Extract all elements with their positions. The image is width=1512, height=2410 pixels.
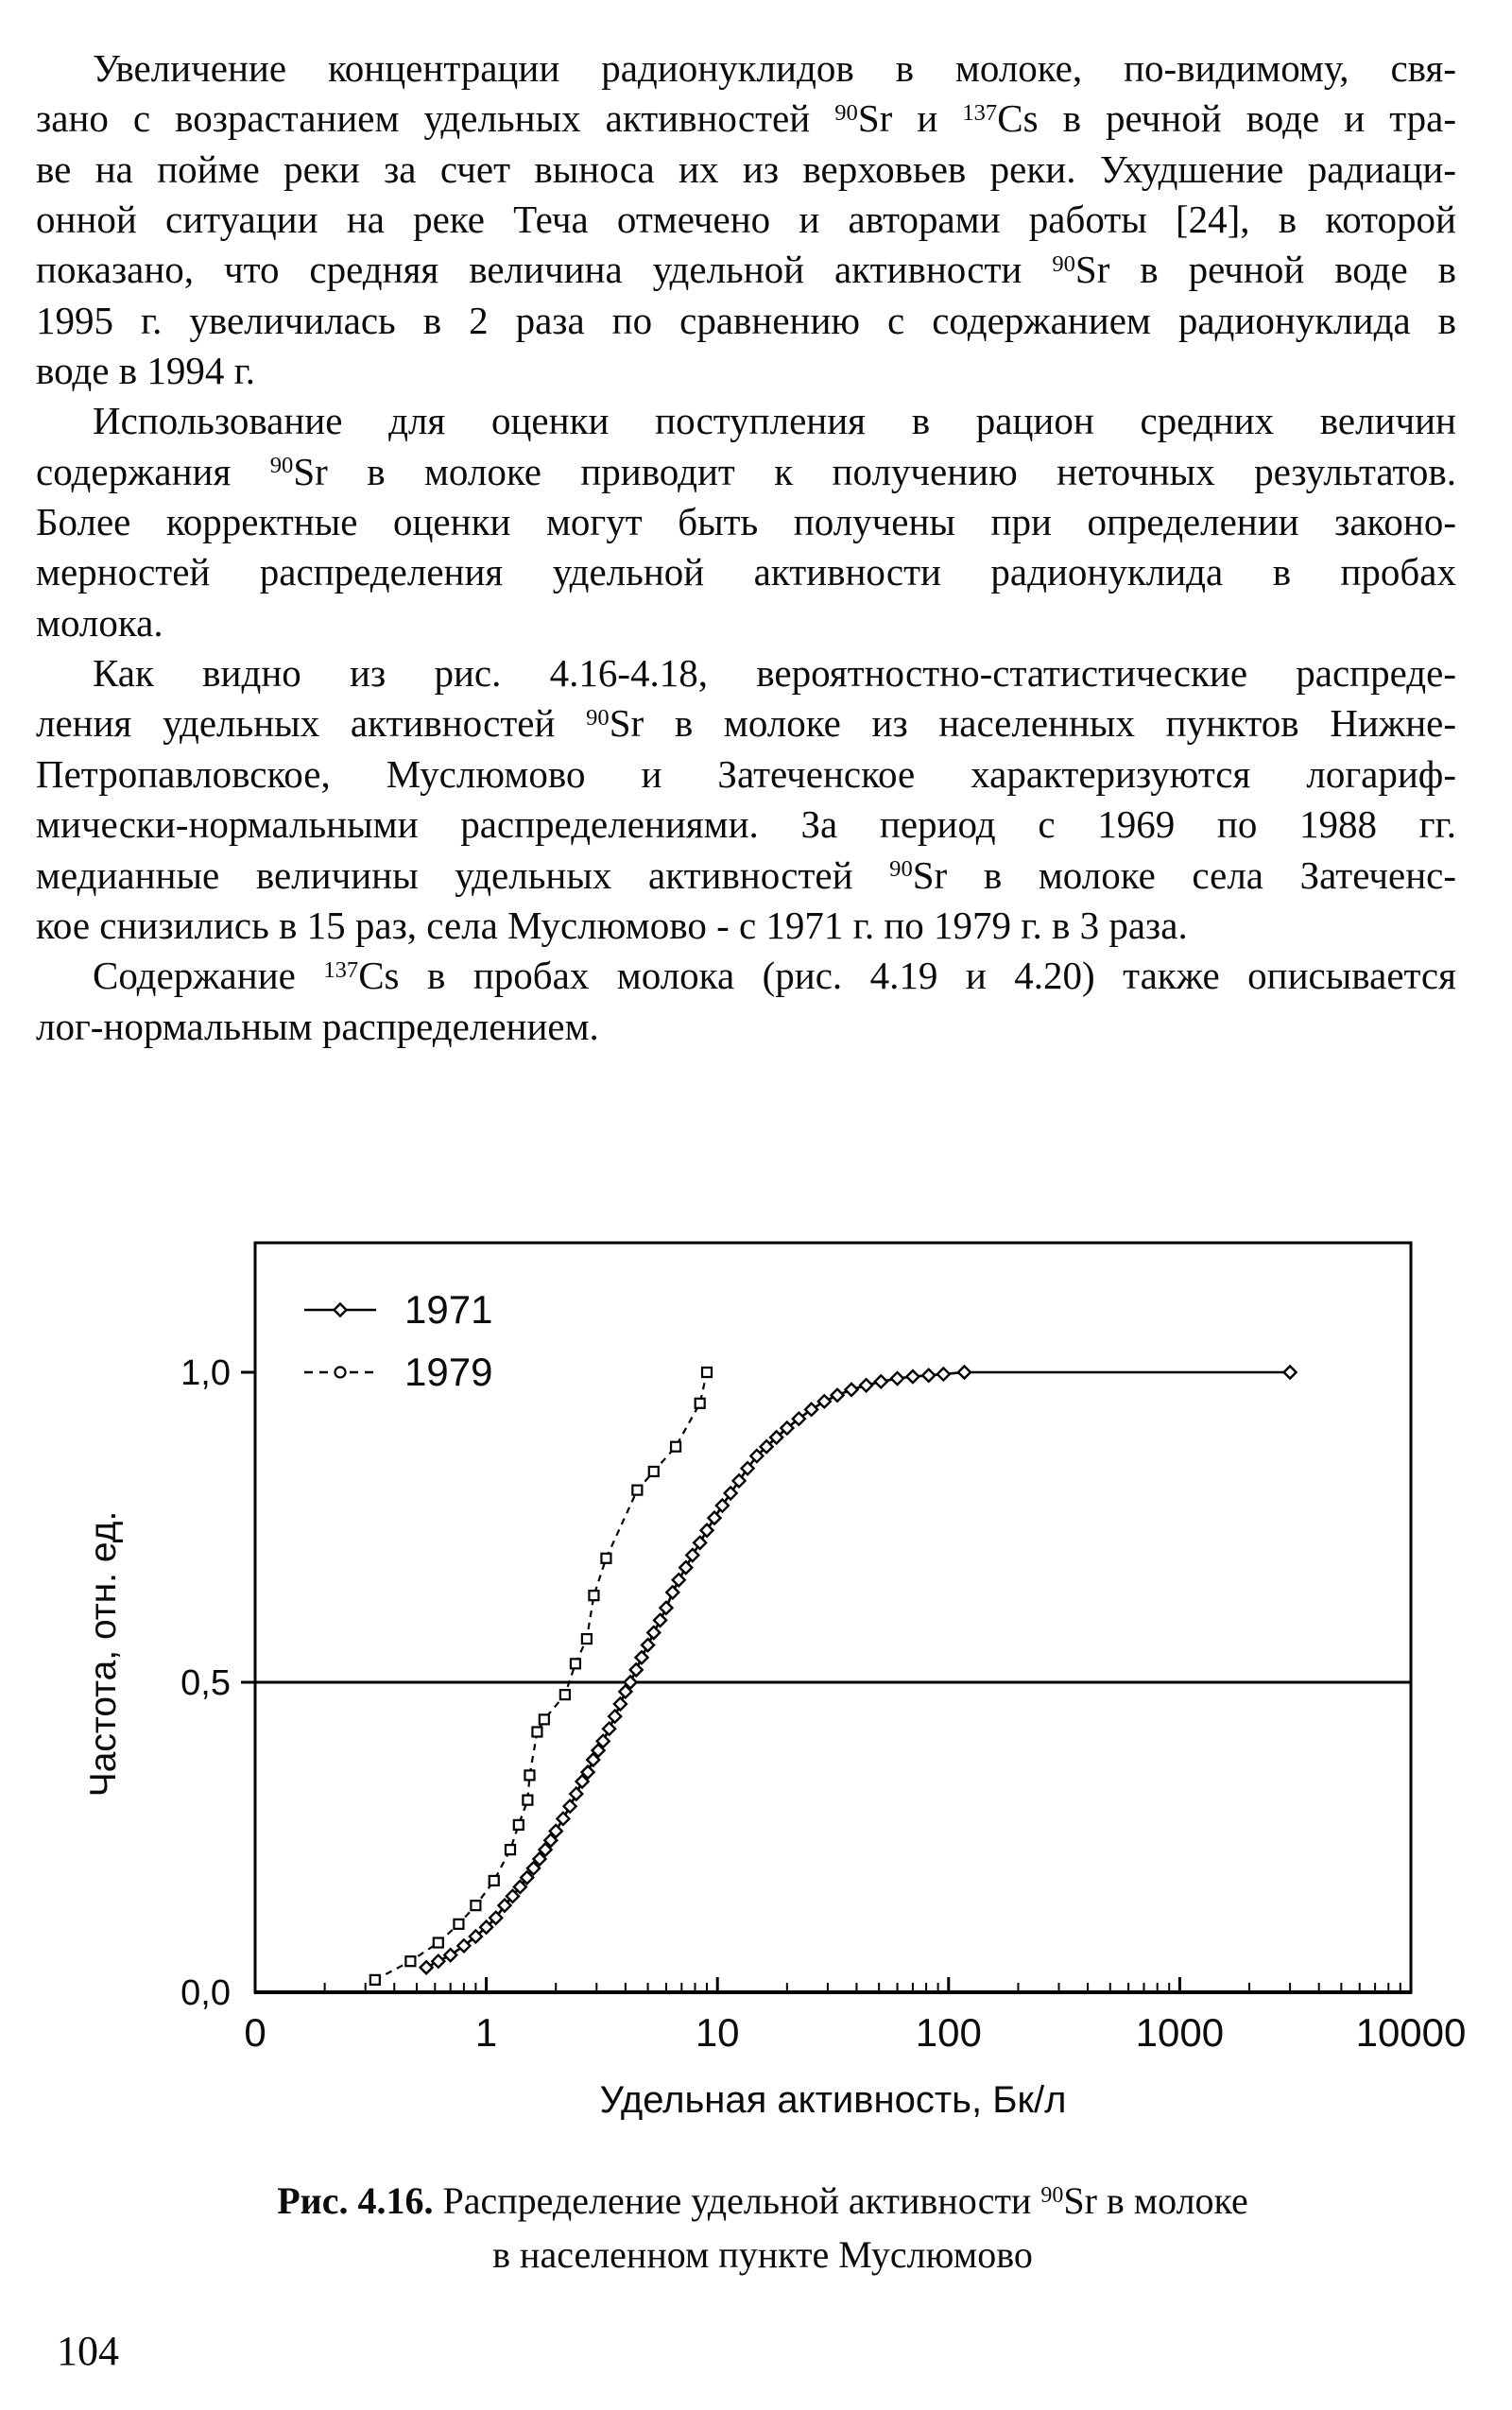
text-line: ления удельных активностей $^{90}$Sr в молоке из населенных пунктов Нижне- bbox=[36, 701, 1456, 746]
legend-label-1971: 1971 bbox=[404, 1287, 493, 1332]
x-tick-label: 0 bbox=[244, 2010, 266, 2055]
text-line: кое снизились в 15 раз, села Муслюмово - с 1971 г. по 1979 г. в 3 раза. bbox=[36, 903, 1188, 947]
figure-caption-line2: в населенном пункте Муслюмово bbox=[492, 2233, 1033, 2276]
text-line: содержания $^{90}$Sr в молоке приводит к получению неточных результатов. bbox=[36, 449, 1456, 493]
x-tick-label: 100 bbox=[915, 2010, 982, 2055]
figure-label: Рис. 4.16. bbox=[277, 2179, 434, 2222]
y-tick-label: 0,0 bbox=[180, 1973, 231, 2013]
x-tick-label: 1000 bbox=[1135, 2010, 1225, 2055]
y-tick-label: 0,5 bbox=[180, 1663, 231, 1703]
figure-caption bbox=[148, 2174, 1377, 2281]
text-line: Как видно из рис. 4.16-4.18, вероятностно-статистические распреде- bbox=[93, 651, 1456, 696]
series-1979 bbox=[370, 1368, 712, 1985]
text-line: Петропавловское, Муслюмово и Затеченское характеризуются логариф- bbox=[36, 751, 1456, 796]
figure-caption-line1 bbox=[148, 2174, 1377, 2228]
text-line: молока. bbox=[36, 600, 163, 645]
figure-caption-title: Распределение удельной активности $^{90}$Sr в молоке bbox=[433, 2179, 1248, 2222]
series-1971 bbox=[421, 1367, 1297, 1974]
x-tick-label: 1 bbox=[474, 2010, 498, 2055]
legend bbox=[304, 1287, 492, 1394]
text-line: Содержание $^{137}$Cs в пробах молока (рис. 4.19 и 4.20) также описывается bbox=[93, 954, 1456, 998]
x-tick-label: 10 bbox=[695, 2010, 740, 2055]
text-line: Увеличение концентрации радионуклидов в молоке, по-видимому, свя- bbox=[93, 46, 1456, 90]
text-line: лог-нормальным распределением. bbox=[36, 1004, 599, 1048]
text-line: онной ситуации на реке Теча отмечено и авторами работы [24], в которой bbox=[36, 198, 1456, 242]
text-line: ве на пойме реки за счет выноса их из верховьев реки. Ухудшение радиаци- bbox=[36, 146, 1456, 191]
y-tick-label: 1,0 bbox=[180, 1353, 231, 1393]
body-text bbox=[36, 43, 1456, 1052]
figure-4-16-chart bbox=[0, 1200, 1512, 2226]
text-line: показано, что средняя величина удельной активности $^{90}$Sr в речной воде в bbox=[36, 248, 1456, 292]
text-line: медианные величины удельных активностей $^{90}$Sr в молоке села Затеченс- bbox=[36, 852, 1456, 897]
x-axis-title: Удельная активность, Бк/л bbox=[599, 2079, 1067, 2121]
x-axis-ticks bbox=[325, 1977, 1411, 1992]
y-axis-title: Частота, отн. ед. bbox=[83, 1510, 124, 1798]
page-number: 104 bbox=[57, 2328, 119, 2374]
text-line: Более корректные оценки могут быть получены при определении законо- bbox=[36, 500, 1456, 544]
legend-label-1979: 1979 bbox=[404, 1350, 493, 1394]
text-line: 1995 г. увеличилась в 2 раза по сравнению с содержанием радионуклида в bbox=[36, 298, 1456, 342]
text-line: Использование для оценки поступления в рацион средних величин bbox=[93, 399, 1456, 443]
x-tick-label: 10000 bbox=[1355, 2010, 1467, 2055]
text-line: мически-нормальными распределениями. За период с 1969 по 1988 гг. bbox=[36, 802, 1456, 847]
text-line: мерностей распределения удельной активности радионуклида в пробах bbox=[36, 550, 1456, 594]
text-line: зано с возрастанием удельных активностей $^{90}$Sr и $^{137}$Cs в речной воде и тра- bbox=[36, 96, 1456, 141]
text-line: воде в 1994 г. bbox=[36, 349, 256, 393]
y-axis-ticks bbox=[241, 1372, 255, 1682]
